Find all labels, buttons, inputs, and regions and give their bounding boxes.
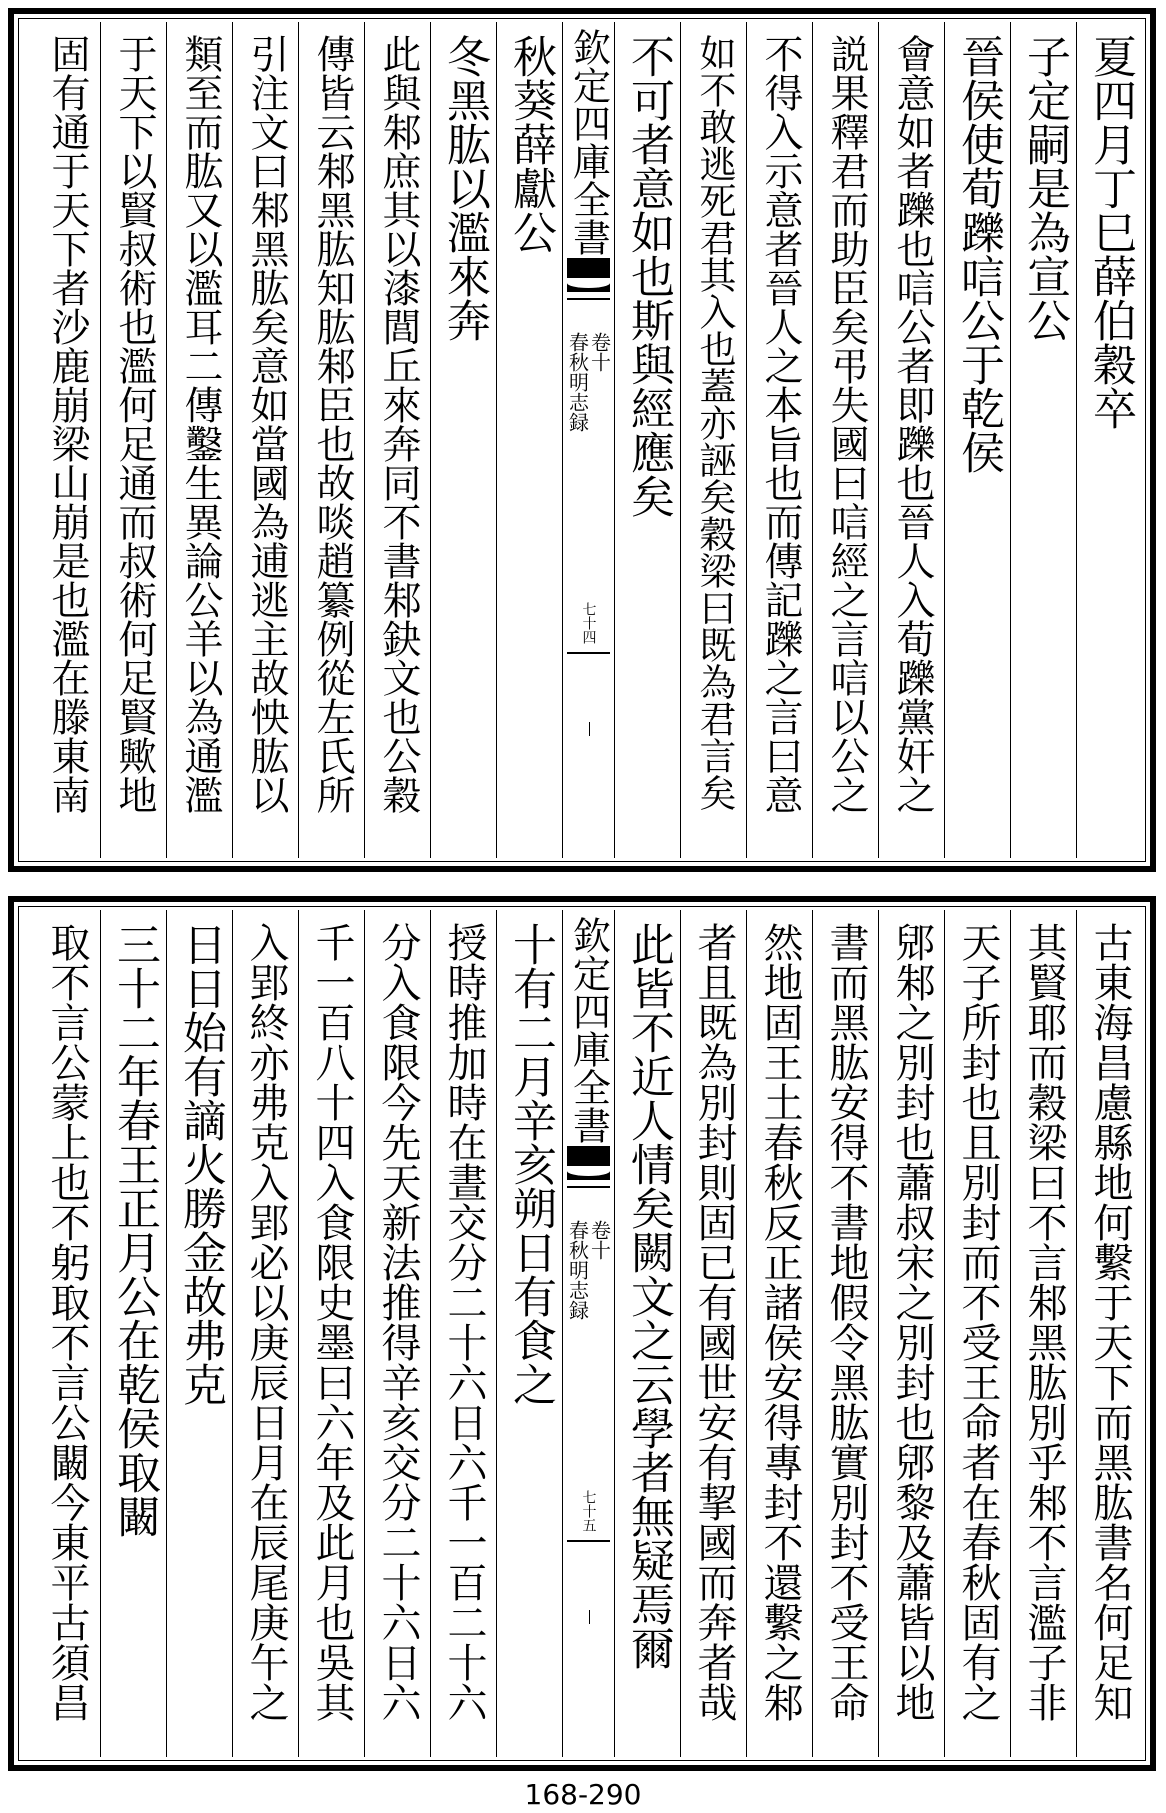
column-text: 入郢終亦弗克入郢必以庚辰日月在辰尾庚午之 <box>243 922 289 1722</box>
spine-work-title <box>563 1220 614 1320</box>
text-column <box>232 22 298 858</box>
leaf-rule <box>567 652 610 654</box>
spine-title-text: 欽定四庫全書 <box>566 28 611 256</box>
text-column <box>166 910 232 1757</box>
text-column <box>812 22 878 858</box>
column-text: 者且既為別封則固已有國世安有挈國而奔者哉 <box>691 922 737 1722</box>
spine-work-line: 卷十 <box>587 332 612 372</box>
text-column <box>166 22 232 858</box>
page-number: 168-290 <box>524 1778 642 1811</box>
column-text: 會意如者躒也唁公者即躒也晉人入荀躒黨奸之 <box>890 34 935 814</box>
leaf-number-text: 七十四 <box>580 602 597 644</box>
text-column <box>944 22 1010 858</box>
spine-title <box>563 28 614 268</box>
spine-work-line: 春秋明志録 <box>565 1220 590 1320</box>
bottom-page-frame <box>8 896 1156 1771</box>
column-text: 不得入示意者晉人之本旨也而傳記躒之言曰意 <box>758 34 803 814</box>
column-text: 天子所封也且別封而不受王命者在春秋固有之 <box>955 922 1001 1722</box>
text-column <box>1010 22 1076 858</box>
column-text: 古東海昌慮縣地何繫于天下而黑肱書名何足知 <box>1087 922 1133 1722</box>
column-text: 郳邾之別封也蕭叔宋之別封也郳黎及蕭皆以地 <box>889 922 935 1722</box>
column-text: 如不敢逃死君其入也蓋亦誣矣穀梁曰既為君言矣 <box>693 34 736 811</box>
text-column <box>364 22 430 858</box>
spine-tick <box>589 1610 590 1624</box>
column-text: 不可者意如也斯與經應矣 <box>623 34 674 518</box>
spine-title <box>563 916 614 1156</box>
text-column <box>100 22 166 858</box>
spine-title-text: 欽定四庫全書 <box>566 916 611 1144</box>
column-text: 固有通于天下者沙鹿崩梁山崩是也濫在滕東南 <box>45 34 90 814</box>
column-text: 其賢耶而穀梁曰不言邾黑肱別乎邾不言濫子非 <box>1021 922 1067 1722</box>
text-column <box>680 22 746 858</box>
text-column <box>746 22 812 858</box>
center-spine <box>562 910 614 1757</box>
text-column <box>878 22 944 858</box>
fish-tail-notch <box>567 278 610 288</box>
column-text: 取不言公蒙上也不躬取不言公闞今東平古須昌 <box>44 922 90 1722</box>
text-column <box>496 910 562 1757</box>
text-column <box>614 22 680 858</box>
text-column <box>430 910 496 1757</box>
top-page-columns <box>22 22 1142 858</box>
column-text: 子定嗣是為宣公 <box>1019 34 1070 342</box>
text-column <box>34 910 100 1757</box>
text-column <box>1076 910 1142 1757</box>
spine-work-title <box>563 332 614 432</box>
column-text: 于天下以賢叔術也濫何足通而叔術何足賢歟地 <box>112 34 157 814</box>
text-column <box>232 910 298 1757</box>
column-text: 説果釋君而助臣矣弔失國曰唁經之言唁以公之 <box>824 34 869 814</box>
leaf-number <box>563 602 614 644</box>
column-text: 三十二年春王正月公在乾侯取闞 <box>109 922 160 1538</box>
text-column <box>878 910 944 1757</box>
spine-work-line: 春秋明志録 <box>565 332 590 432</box>
column-text: 夏四月丁巳薛伯穀卒 <box>1085 34 1136 430</box>
column-text: 晉侯使荀躒唁公于乾侯 <box>953 34 1004 474</box>
text-column <box>298 910 364 1757</box>
fish-tail-rule <box>567 298 610 300</box>
text-column <box>430 22 496 858</box>
leaf-number <box>563 1490 614 1532</box>
column-text: 書而黑肱安得不書地假令黑肱實別封不受王命 <box>823 922 869 1722</box>
column-text: 分入食限今先天新法推得辛亥交分二十六日六 <box>375 922 421 1722</box>
column-text: 千一百八十四入食限史墨曰六年及此月也吳其 <box>309 922 355 1722</box>
top-page-frame <box>8 8 1156 872</box>
spine-work-line: 卷十 <box>587 1220 612 1260</box>
bottom-page-columns <box>22 910 1142 1757</box>
column-text: 冬黑肱以濫來奔 <box>439 34 490 342</box>
column-text: 引注文曰邾黑肱矣意如當國為逋逃主故怏肱以 <box>244 34 289 814</box>
text-column <box>812 910 878 1757</box>
column-text: 此與邾庶其以漆閭丘來奔同不書邾鈌文也公穀 <box>376 34 421 814</box>
text-column <box>298 22 364 858</box>
leaf-number-text: 七十五 <box>580 1490 597 1532</box>
column-text: 授時推加時在晝交分二十六日六千一百二十六 <box>441 922 487 1722</box>
column-text: 日日始有謫火勝金故弗克 <box>175 922 226 1406</box>
center-spine <box>562 22 614 858</box>
fish-tail-rule <box>567 1186 610 1188</box>
fish-tail-notch <box>567 1166 610 1176</box>
spine-tick <box>589 722 590 736</box>
column-text: 秋葵薛獻公 <box>505 34 556 254</box>
text-column <box>34 22 100 858</box>
column-text: 傳皆云邾黑肱知肱邾臣也故啖趙纂例從左氏所 <box>310 34 355 814</box>
text-column <box>1076 22 1142 858</box>
text-column <box>364 910 430 1757</box>
text-column <box>944 910 1010 1757</box>
column-text: 類至而肱又以濫耳二傳鑿生異論公羊以為通濫 <box>178 34 223 814</box>
text-column <box>680 910 746 1757</box>
column-text: 然地固王土春秋反正諸侯安得專封不還繫之邾 <box>757 922 803 1722</box>
text-column <box>496 22 562 858</box>
leaf-rule <box>567 1540 610 1542</box>
text-column <box>746 910 812 1757</box>
text-column <box>1010 910 1076 1757</box>
column-text: 十有二月辛亥朔日有食之 <box>505 922 556 1406</box>
text-column <box>614 910 680 1757</box>
column-text: 此皆不近人情矣闕文之云學者無疑焉爾 <box>623 922 674 1670</box>
text-column <box>100 910 166 1757</box>
